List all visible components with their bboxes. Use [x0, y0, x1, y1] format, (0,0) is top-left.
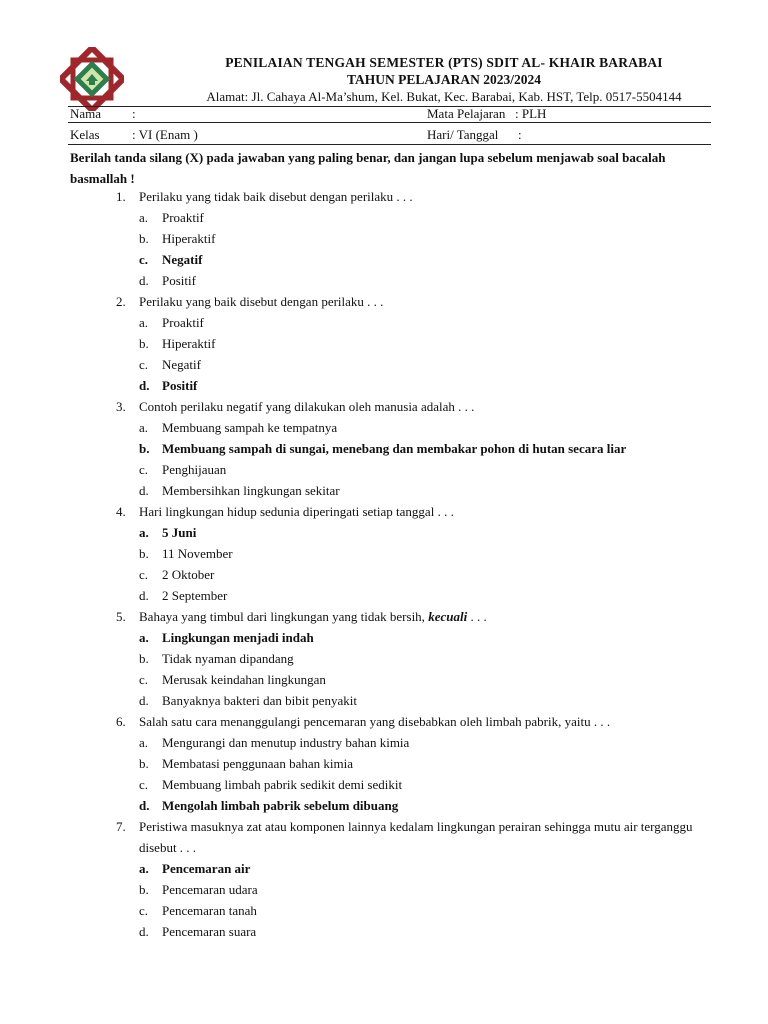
question-number: 1. [116, 189, 126, 204]
question-text: Perilaku yang baik disebut dengan perilaku . . . [139, 294, 384, 309]
question-number: 4. [116, 504, 126, 519]
option-c[interactable]: c. 2 Oktober [139, 567, 215, 582]
question-4 [0, 501, 768, 606]
nama-field[interactable]: : [132, 106, 136, 121]
academic-year: TAHUN PELAJARAN 2023/2024 [346, 72, 541, 87]
option-d-answer[interactable]: d. Mengolah limbah pabrik sebelum dibuang [139, 798, 399, 813]
option-d[interactable]: d. Pencemaran suara [139, 924, 257, 939]
kelas-value: : VI (Enam ) [132, 127, 198, 142]
option-c[interactable]: c. Negatif [139, 357, 201, 372]
question-2 [0, 291, 768, 396]
option-a-answer[interactable]: a. 5 Juni [139, 525, 197, 540]
question-text: Salah satu cara menanggulangi pencemaran yang disebabkan oleh limbah pabrik, yaitu . . . [139, 714, 611, 729]
option-b[interactable]: b. Hiperaktif [139, 336, 216, 351]
hari-label: Hari/ Tanggal [427, 127, 499, 142]
instruction-text: Berilah tanda silang (X) pada jawaban yang paling benar, dan jangan lupa sebelum menjawab soal bacalah basmallah ! [70, 150, 666, 186]
option-b[interactable]: b. Pencemaran udara [139, 882, 258, 897]
option-a[interactable]: a. Membuang sampah ke tempatnya [139, 420, 338, 435]
option-d[interactable]: d. Positif [139, 273, 196, 288]
exam-title: PENILAIAN TENGAH SEMESTER (PTS) SDIT AL- KHAIR BARABAI [225, 55, 663, 70]
question-text: Contoh perilaku negatif yang dilakukan oleh manusia adalah . . . [139, 399, 475, 414]
kelas-label: Kelas [70, 127, 100, 142]
option-b[interactable]: b. 11 November [139, 546, 233, 561]
question-number: 6. [116, 714, 126, 729]
option-d[interactable]: d. Membersihkan lingkungan sekitar [139, 483, 340, 498]
option-c-answer[interactable]: c. Negatif [139, 252, 203, 267]
school-address: Alamat: Jl. Cahaya Al-Ma’shum, Kel. Bukat, Kec. Barabai, Kab. HST, Telp. 0517-5504144 [206, 89, 682, 104]
field-divider [68, 122, 711, 123]
option-b[interactable]: b. Tidak nyaman dipandang [139, 651, 294, 666]
option-c[interactable]: c. Pencemaran tanah [139, 903, 257, 918]
question-7 [0, 816, 768, 942]
header-divider [68, 106, 711, 107]
question-5: 5. Bahaya yang timbul dari lingkungan yang tidak bersih, kecuali . . . a. Lingkungan menjadi indah b. Tidak nyaman dipandang c. Merusak keindahan lingkungan d. Banyaknya bakteri dan bibit penyakit [0, 606, 768, 711]
question-text: Peristiwa masuknya zat atau komponen lainnya kedalam lingkungan perairan sehingga mutu air terganggu disebut . . . [139, 819, 693, 855]
question-6 [0, 711, 768, 816]
mapel-value: : PLH [515, 106, 547, 121]
option-a-answer[interactable]: a. Lingkungan menjadi indah [139, 630, 314, 645]
question-number: 3. [116, 399, 126, 414]
nama-label: Nama [70, 106, 102, 121]
question-number: 7. [116, 819, 126, 834]
question-number: 5. [116, 609, 126, 624]
option-d-answer[interactable]: d. Positif [139, 378, 198, 393]
question-emphasis: kecuali [428, 609, 468, 624]
option-c[interactable]: c. Merusak keindahan lingkungan [139, 672, 326, 687]
option-c[interactable]: c. Membuang limbah pabrik sedikit demi sedikit [139, 777, 403, 792]
instruction-divider [68, 144, 711, 145]
option-a[interactable]: a. Proaktif [139, 315, 204, 330]
hari-field[interactable]: : [518, 127, 522, 142]
option-c[interactable]: c. Penghijauan [139, 462, 227, 477]
question-list [0, 186, 768, 942]
option-a[interactable]: a. Proaktif [139, 210, 204, 225]
option-b[interactable]: b. Hiperaktif [139, 231, 216, 246]
mapel-label: Mata Pelajaran [427, 106, 506, 121]
option-a-answer[interactable]: a. Pencemaran air [139, 861, 251, 876]
option-b[interactable]: b. Membatasi penggunaan bahan kimia [139, 756, 353, 771]
option-d[interactable]: d. 2 September [139, 588, 228, 603]
question-text: Perilaku yang tidak baik disebut dengan perilaku . . . [139, 189, 413, 204]
option-b-answer[interactable]: b. Membuang sampah di sungai, menebang dan membakar pohon di hutan secara liar [139, 441, 627, 456]
option-a[interactable]: a. Mengurangi dan menutup industry bahan kimia [139, 735, 410, 750]
question-text: Hari lingkungan hidup sedunia diperingati setiap tanggal . . . [139, 504, 454, 519]
question-number: 2. [116, 294, 126, 309]
school-logo [60, 47, 124, 111]
question-text: Bahaya yang timbul dari lingkungan yang tidak bersih, [139, 609, 425, 624]
question-1 [0, 186, 768, 291]
question-3 [0, 396, 768, 501]
option-d[interactable]: d. Banyaknya bakteri dan bibit penyakit [139, 693, 357, 708]
